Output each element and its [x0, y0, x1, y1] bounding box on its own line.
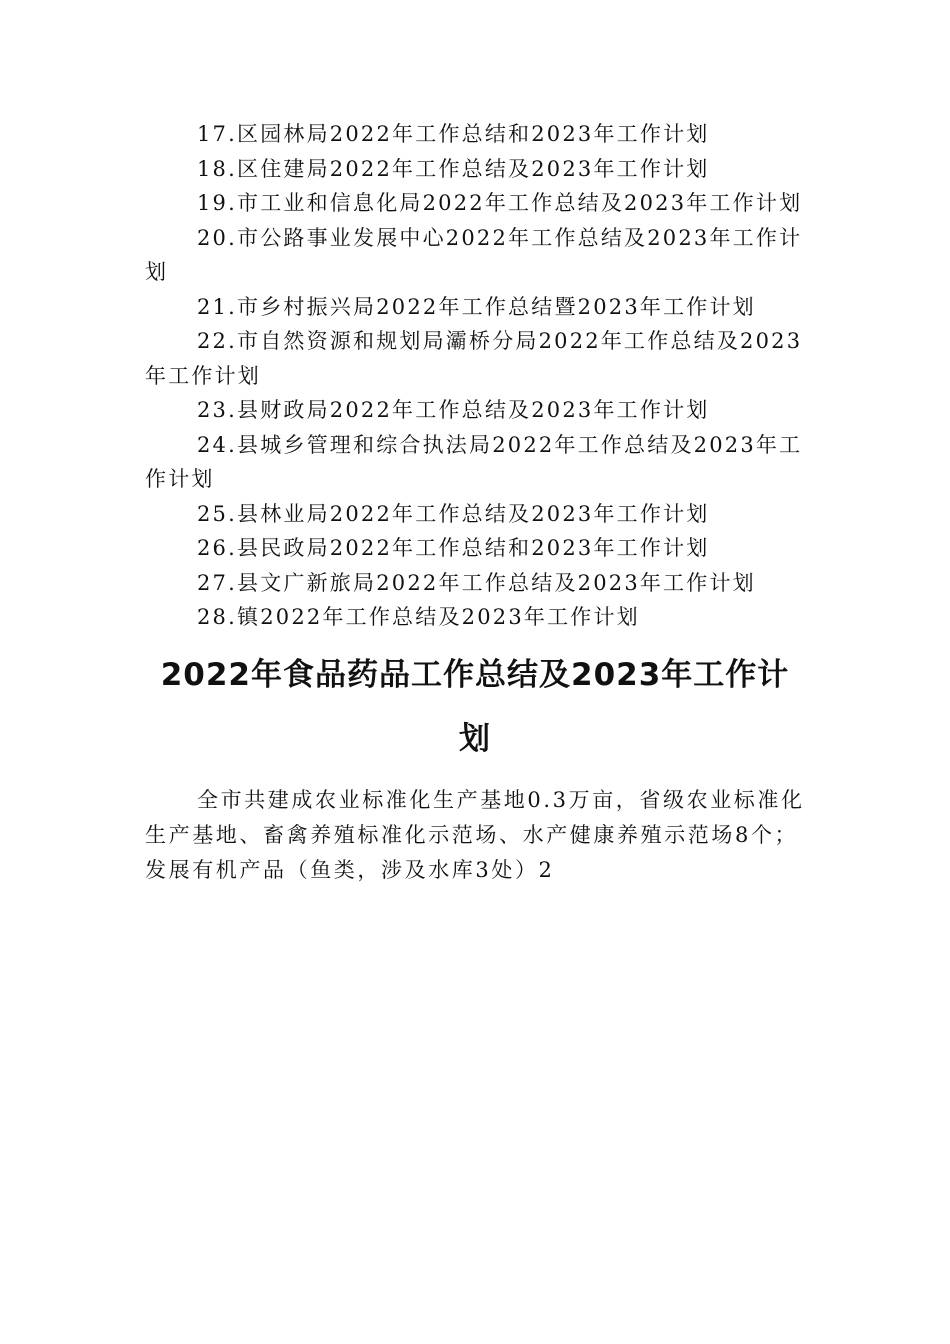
document-title: 2022年食品药品工作总结及2023年工作计划 [160, 656, 790, 757]
toc-item: 19.市工业和信息化局2022年工作总结及2023年工作计划 [197, 191, 803, 215]
toc-item: 27.县文广新旅局2022年工作总结及2023年工作计划 [197, 570, 756, 595]
toc-item: 20.市公路事业发展中心2022年工作总结及2023年工作计划 [145, 225, 803, 284]
toc-item: 28.镇2022年工作总结及2023年工作计划 [197, 605, 640, 629]
toc-item: 26.县民政局2022年工作总结和2023年工作计划 [197, 536, 710, 560]
toc-item: 21.市乡村振兴局2022年工作总结暨2023年工作计划 [197, 294, 756, 319]
toc-list [145, 117, 805, 635]
toc-item: 24.县城乡管理和综合执法局2022年工作总结及2023年工作计划 [145, 432, 803, 491]
toc-item: 25.县林业局2022年工作总结及2023年工作计划 [197, 501, 710, 526]
toc-item: 18.区住建局2022年工作总结及2023年工作计划 [197, 156, 710, 181]
body-paragraph: 全市共建成农业标准化生产基地0.3万亩，省级农业标准化生产基地、畜禽养殖标准化示范场、水产健康养殖示范场8个；发展有机产品（鱼类，涉及水库3处）2 [145, 787, 805, 882]
toc-item: 22.市自然资源和规划局灞桥分局2022年工作总结及2023年工作计划 [145, 329, 803, 388]
toc-item: 17.区园林局2022年工作总结和2023年工作计划 [197, 122, 710, 146]
toc-item: 23.县财政局2022年工作总结及2023年工作计划 [197, 398, 710, 422]
page-content [145, 117, 805, 888]
